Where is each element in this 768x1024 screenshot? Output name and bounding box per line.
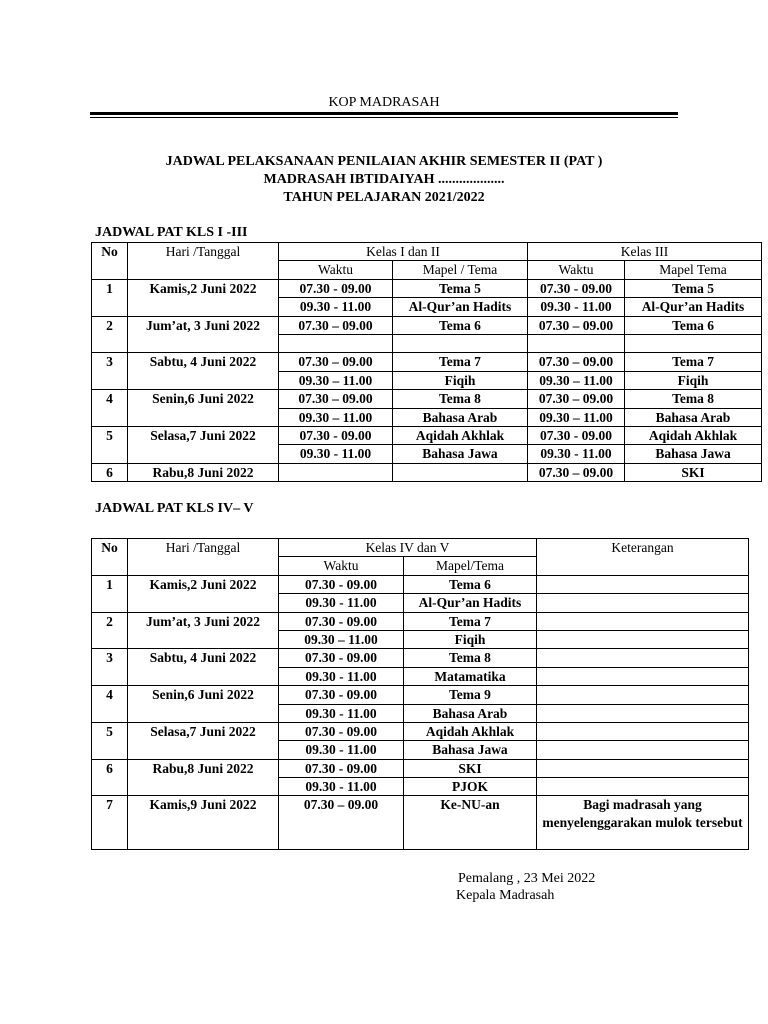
col-header-keterangan: Keterangan [537,539,749,576]
cell-waktu: 07.30 – 09.00 [279,316,393,334]
cell-keterangan [537,741,749,759]
row-date: Sabtu, 4 Juni 2022 [128,649,279,686]
col-header-mapel: Mapel Tema [625,261,762,279]
cell-waktu: 07.30 – 09.00 [528,390,625,408]
cell-keterangan [537,630,749,648]
cell-waktu: 07.30 - 09.00 [528,426,625,444]
cell-mapel: Bahasa Arab [393,408,528,426]
table-row [92,353,762,371]
section-title-kls-1-3: JADWAL PAT KLS I -III [95,225,248,240]
row-date: Senin,6 Juni 2022 [128,686,279,723]
row-date: Rabu,8 Juni 2022 [128,463,279,481]
cell-keterangan [537,594,749,612]
table-row [92,649,749,667]
col-header-kelas-3: Kelas III [528,243,762,261]
cell-mapel: Al-Qur’an Hadits [404,594,537,612]
cell-mapel: Fiqih [625,371,762,389]
header-row [92,243,762,261]
cell-waktu [279,334,393,352]
cell-keterangan [537,686,749,704]
signature-role: Kepala Madrasah [456,888,555,903]
col-header-mapel: Mapel / Tema [393,261,528,279]
cell-waktu: 09.30 - 11.00 [279,778,404,796]
cell-mapel: PJOK [404,778,537,796]
header-row [92,539,749,557]
cell-waktu: 07.30 - 09.00 [279,575,404,593]
cell-mapel: Tema 7 [404,612,537,630]
cell-mapel: Tema 8 [393,390,528,408]
section-title-kls-4-5: JADWAL PAT KLS IV– V [95,501,254,516]
row-number: 1 [92,279,128,316]
cell-waktu: 07.30 - 09.00 [279,649,404,667]
cell-waktu: 09.30 - 11.00 [279,594,404,612]
row-number: 5 [92,426,128,463]
row-number: 7 [92,796,128,850]
cell-mapel: Tema 5 [625,279,762,297]
row-number: 4 [92,390,128,427]
row-number: 4 [92,686,128,723]
cell-mapel: Matamatika [404,667,537,685]
cell-mapel [393,463,528,481]
table-row [92,612,749,630]
table-row [92,316,762,334]
cell-keterangan [537,704,749,722]
cell-waktu: 07.30 - 09.00 [279,722,404,740]
cell-mapel [393,334,528,352]
cell-keterangan [537,612,749,630]
cell-waktu: 07.30 - 09.00 [279,686,404,704]
cell-mapel: Aqidah Akhlak [404,722,537,740]
row-date: Senin,6 Juni 2022 [128,390,279,427]
row-date: Kamis,9 Juni 2022 [128,796,279,850]
cell-waktu: 07.30 – 09.00 [279,390,393,408]
letterhead-rule-thick [90,112,678,115]
col-header-kelas-1-2: Kelas I dan II [279,243,528,261]
cell-waktu: 09.30 – 11.00 [279,408,393,426]
col-header-hari: Hari /Tanggal [128,243,279,280]
cell-keterangan [537,667,749,685]
cell-mapel: Tema 6 [404,575,537,593]
cell-waktu: 09.30 – 11.00 [528,408,625,426]
cell-mapel: Tema 6 [625,316,762,334]
title-line-3: TAHUN PELAJARAN 2021/2022 [283,190,485,205]
row-date: Selasa,7 Juni 2022 [128,426,279,463]
cell-keterangan [537,759,749,777]
cell-waktu: 07.30 - 09.00 [279,759,404,777]
cell-mapel [625,334,762,352]
cell-mapel: Tema 6 [393,316,528,334]
cell-mapel: Bahasa Arab [625,408,762,426]
row-number: 5 [92,722,128,759]
row-date: Jum’at, 3 Juni 2022 [128,316,279,353]
cell-waktu: 09.30 - 11.00 [528,445,625,463]
cell-waktu: 09.30 - 11.00 [279,741,404,759]
schedule-table-kls-4-5 [91,538,749,850]
cell-mapel: Tema 8 [404,649,537,667]
col-header-waktu: Waktu [279,261,393,279]
cell-waktu: 09.30 – 11.00 [279,371,393,389]
cell-waktu: 09.30 - 11.00 [528,298,625,316]
table-row [92,796,749,850]
cell-mapel: Fiqih [393,371,528,389]
row-number: 6 [92,759,128,796]
row-date: Rabu,8 Juni 2022 [128,759,279,796]
row-number: 3 [92,649,128,686]
cell-mapel: Tema 7 [625,353,762,371]
row-date: Kamis,2 Juni 2022 [128,279,279,316]
cell-mapel: Bahasa Jawa [404,741,537,759]
cell-waktu: 07.30 – 09.00 [279,353,393,371]
cell-mapel: Aqidah Akhlak [393,426,528,444]
cell-mapel: Aqidah Akhlak [625,426,762,444]
row-number: 6 [92,463,128,481]
cell-waktu: 09.30 – 11.00 [528,371,625,389]
cell-waktu: 07.30 - 09.00 [279,279,393,297]
row-date: Sabtu, 4 Juni 2022 [128,353,279,390]
cell-waktu: 09.30 – 11.00 [279,630,404,648]
cell-waktu: 07.30 - 09.00 [528,279,625,297]
cell-waktu: 07.30 – 09.00 [528,316,625,334]
cell-mapel: Tema 5 [393,279,528,297]
row-date: Selasa,7 Juni 2022 [128,722,279,759]
col-header-mapel: Mapel/Tema [404,557,537,575]
cell-waktu [279,463,393,481]
cell-mapel: Tema 9 [404,686,537,704]
col-header-no: No [92,243,128,280]
cell-waktu: 07.30 – 09.00 [279,796,404,850]
cell-waktu: 09.30 - 11.00 [279,445,393,463]
table-row [92,426,762,444]
cell-waktu: 07.30 – 09.00 [528,353,625,371]
cell-mapel: Ke-NU-an [404,796,537,850]
cell-mapel: Al-Qur’an Hadits [393,298,528,316]
cell-mapel: Bahasa Jawa [625,445,762,463]
cell-waktu: 07.30 – 09.00 [528,463,625,481]
cell-waktu [528,334,625,352]
title-line-2: MADRASAH IBTIDAIYAH ................... [263,172,505,187]
cell-keterangan [537,575,749,593]
cell-mapel: SKI [625,463,762,481]
col-header-hari: Hari /Tanggal [128,539,279,576]
row-number: 3 [92,353,128,390]
signature-place-date: Pemalang , 23 Mei 2022 [458,871,596,886]
cell-keterangan [537,778,749,796]
col-header-kelas-4-5: Kelas IV dan V [279,539,537,557]
cell-mapel: SKI [404,759,537,777]
letterhead-label: KOP MADRASAH [328,95,440,110]
col-header-waktu: Waktu [528,261,625,279]
table-row [92,575,749,593]
cell-waktu: 09.30 - 11.00 [279,667,404,685]
row-date: Kamis,2 Juni 2022 [128,575,279,612]
cell-mapel: Al-Qur’an Hadits [625,298,762,316]
title-line-1: JADWAL PELAKSANAAN PENILAIAN AKHIR SEMESTER II (PAT ) [165,154,603,169]
row-number: 1 [92,575,128,612]
cell-mapel: Fiqih [404,630,537,648]
col-header-no: No [92,539,128,576]
table-row [92,463,762,481]
row-date: Jum’at, 3 Juni 2022 [128,612,279,649]
row-number: 2 [92,612,128,649]
cell-mapel: Tema 8 [625,390,762,408]
table-row [92,390,762,408]
cell-waktu: 07.30 - 09.00 [279,612,404,630]
table-row [92,759,749,777]
cell-mapel: Tema 7 [393,353,528,371]
cell-keterangan [537,649,749,667]
row-number: 2 [92,316,128,353]
cell-keterangan: Bagi madrasah yang menyelenggarakan mulok tersebut [537,796,749,850]
table-row [92,722,749,740]
document-title [0,153,768,207]
col-header-waktu: Waktu [279,557,404,575]
table-row [92,686,749,704]
table-row [92,279,762,297]
cell-waktu: 09.30 - 11.00 [279,298,393,316]
letterhead-rule-thin [90,117,678,118]
cell-mapel: Bahasa Arab [404,704,537,722]
cell-waktu: 07.30 - 09.00 [279,426,393,444]
cell-waktu: 09.30 - 11.00 [279,704,404,722]
schedule-table-kls-1-3 [91,242,762,482]
cell-mapel: Bahasa Jawa [393,445,528,463]
cell-keterangan [537,722,749,740]
